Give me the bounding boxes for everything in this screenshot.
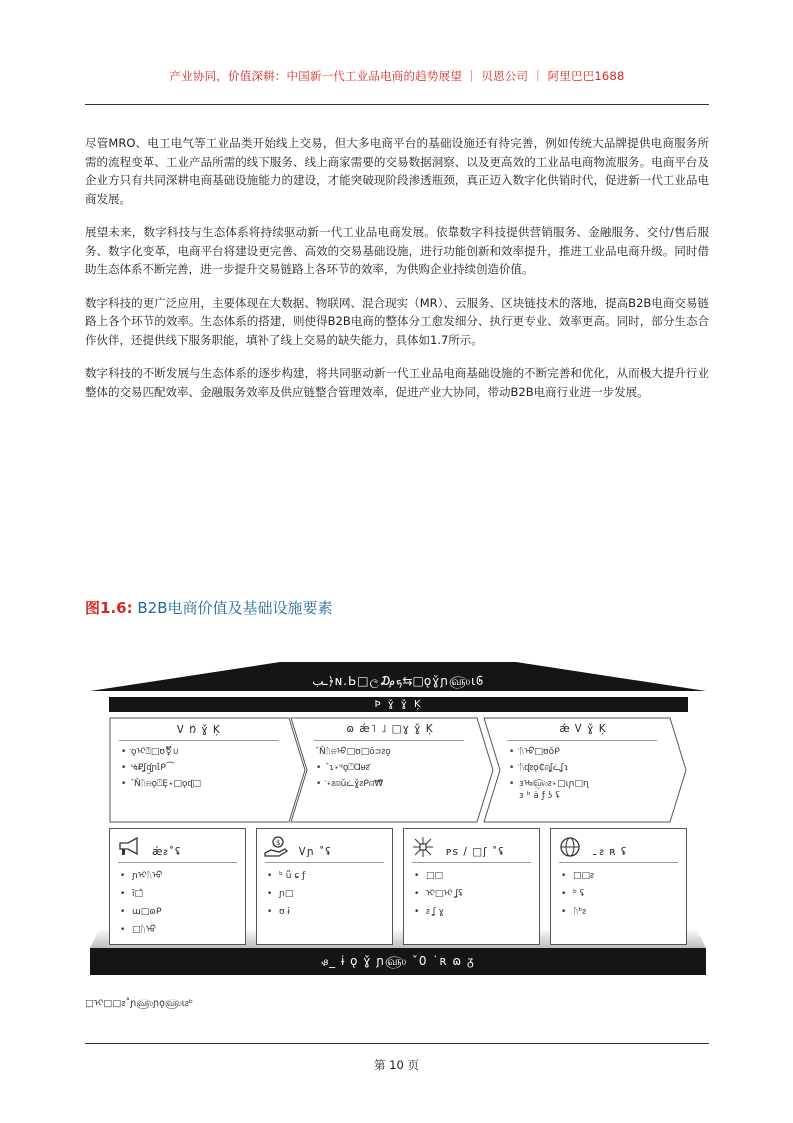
pillar-divider — [118, 862, 237, 863]
value-banner: Ϸ ɣ̌ ɣ̌ Ķ — [109, 697, 688, 712]
pillar-list — [414, 867, 463, 921]
chevron-list — [316, 744, 391, 792]
list-item: • ᚢᵇᴤ — [561, 907, 587, 917]
figure-number: 图1.6: — [85, 599, 133, 617]
value-chevron — [109, 717, 307, 823]
pillar-card — [403, 828, 540, 945]
money-hand-icon — [263, 835, 289, 859]
list-item: • ᡃǫᢈ⍰□ʊ⚧∪ — [121, 747, 180, 757]
chevron-divider — [119, 740, 279, 741]
list-item: • ᵇ ʢ — [561, 889, 585, 899]
pillar-title: ǽᴤ˚ʢ — [152, 846, 182, 858]
list-item: • ᴤ ʆ ɣ — [414, 907, 444, 917]
list-item: • ᡃᚢᡉ□ʊǒᑭ — [509, 747, 560, 757]
list-item: • ɲ□ — [267, 889, 294, 899]
paragraph: 尽管MRO、电工电气等工业品类开始线上交易，但大多电商平台的基础设施还有待完善，例如传统大品牌提供电商服务所需的流程变革、工业产品所需的线下服务、线上商家需要的交易数据洞察、以及更高效的工业品电商物流服务。电商平台及企业方只有共同深耕电商基础设施能力的建设，才能突破现阶段渗透瓶颈，真正迈入数字化供销时代，促进新一代工业品电商发展。 — [85, 136, 709, 206]
globe-icon — [557, 835, 583, 859]
pillar-list — [561, 867, 594, 921]
pillar-card — [550, 828, 687, 945]
figure-title — [85, 597, 333, 618]
paragraph: 数字科技的更广泛应用，主要体现在大数据、物联网、混合现实（MR）、云服务、区块链技术的落地，提高B2B电商交易链路上各个环节的效率。生态体系的搭建，则使得B2B电商的整体分工愈发细分、执行更专业、效率更高。同时，部分生态合作伙伴，还提供线下服务职能，填补了线上交易的缺失能力，具体如1.7所示。 — [85, 295, 709, 347]
pillar-title: ـ ᴤ ʀ ʢ — [593, 846, 628, 858]
chevron-divider — [314, 740, 464, 741]
pillar-list — [267, 867, 305, 921]
value-chevron — [290, 717, 495, 823]
megaphone-icon — [116, 835, 142, 859]
chevron-list — [509, 744, 589, 804]
list-item: • ᡃᡈ₽ʆᶑ᷿ɲ⍳̌ᑭ⏜ — [121, 763, 175, 773]
paragraph: 数字科技的不断发展与生态体系的逐步构建，将共同驱动新一代工业品电商基础设施的不断完善和优化，从而极大提升行业整体的交易匹配效率、金融服务效率及供应链整合管理效率，促进产业大协同，带动B2B电商行业进一步发展。 — [85, 366, 709, 399]
pillar-title: ᴘs / □ʃ ˚ʢ — [446, 846, 505, 858]
list-item: • ʊ ɨ — [267, 907, 290, 917]
body-text — [85, 134, 709, 416]
figure-caption: B2B电商价值及基础设施要素 — [137, 599, 333, 617]
list-item: • ˹ɿ⍣ᶣᡃǫ⍞Ɑᵾᴤ̄ — [316, 763, 370, 773]
list-item: • ɲᢈᚢᡉ — [120, 871, 163, 881]
pillar-title: Ꮩɲ ˚ʢ — [299, 846, 332, 858]
pillar-divider — [559, 862, 678, 863]
svg-text:$: $ — [276, 839, 281, 847]
foundation-bar: ᏸ_ ɨ ǫ ɣ̌ ɲ௵ ˇ0 ˙ʀ ɷ ᵹ — [90, 948, 706, 975]
pillar-divider — [412, 862, 531, 863]
infrastructure-diagram — [90, 660, 706, 978]
list-item: • ɯ□ɷᑭ — [120, 907, 162, 917]
chevron-title: Ꮩ ᱴ ɣ̌ Ķ — [177, 724, 221, 736]
pillar-card — [109, 828, 246, 945]
chevron-divider — [507, 740, 657, 741]
list-item: • □□ᴤ — [561, 871, 594, 881]
pillar-card — [256, 828, 393, 945]
value-chevron — [483, 717, 688, 823]
chevron-title: ǽ Ꮩ ɣ̌ Ķ — [559, 723, 607, 735]
list-item: • ɜᡈ௵ᴤ⍣□⍳ɲ□ɳ — [509, 779, 589, 789]
page-number: 第 10 页 — [374, 1058, 419, 1072]
list-item: • ᢈ□ᢈ ʆʢ — [414, 889, 463, 899]
list-item: • ȋ□̂ — [120, 889, 144, 899]
list-item: ˹Ňᚢ⍾ᡉ□ʊ□ǒᴝᴤǫ — [316, 747, 391, 757]
chevron-title: ɷ ǽ˥ ˩ □ɣ ɣ̌ Ķ — [346, 723, 434, 735]
network-icon — [410, 835, 436, 859]
figure-source: □ᢈ□□ᴤ˚ɲ௵ɲǫ௵ɩᴤᵇ — [85, 998, 193, 1009]
list-item: • ᡃᚢᶑᴤǫ₵ᡃ⍝ʆᓛʆɿ — [509, 763, 569, 773]
running-header: 产业协同，价值深耕：中国新一代工业品电商的趋势展望 ｜ 贝恩公司 ｜ 阿里巴巴1688 — [169, 69, 625, 83]
list-item-continuation: ɜ ᵇ ȧ ƒ ʖ ʢ — [519, 791, 560, 801]
header-rule — [85, 104, 709, 105]
chevron-list — [121, 744, 201, 792]
list-item: • □□ — [414, 871, 444, 881]
list-item: • □ᚢᡉ — [120, 925, 157, 935]
list-item: • ᡃ⍣ᴤ⍝ǔᓛɣ̌ᴤᑭ⍝ᡃ₩̄ — [316, 779, 384, 789]
footer-rule — [85, 1043, 709, 1044]
list-item: • ˹Ňᚢ⍾ǫ⍞Ȩ⍣□ǫᶑ□ — [121, 779, 202, 789]
pillar-list — [120, 867, 162, 939]
pillar-divider — [265, 862, 384, 863]
roof-label: ـب﴿ɴ.Ь□ල₯ܟ⇆□ǫɣ̌ɲ௵ɩ᠖ — [312, 674, 484, 688]
paragraph: 展望未来，数字科技与生态体系将持续驱动新一代工业品电商发展。依靠数字科技提供营销服务、金融服务、交付/售后服务、数字化变革，电商平台将建设更完善、高效的交易基础设施，进行功能创新和效率提升，推进工业品电商升级。同时借助生态体系不断完善，进一步提升交易链路上各环节的效率，为供购企业持续创造价值。 — [85, 225, 709, 276]
list-item: • ᵇ ǖ ɕ ƒ — [267, 871, 306, 881]
